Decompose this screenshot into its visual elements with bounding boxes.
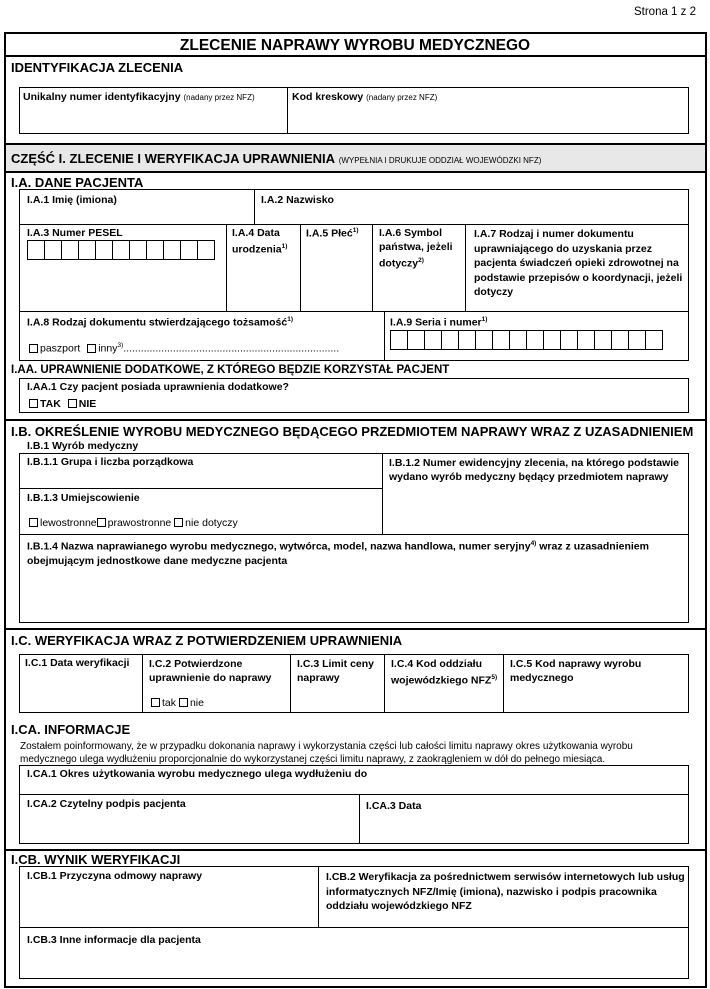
divider — [4, 55, 707, 57]
birth-date-field[interactable]: I.A.4 Data urodzenia$^{1)}$ — [232, 227, 288, 256]
divider — [4, 849, 707, 851]
insurance-doc-field[interactable]: I.A.7 Rodzaj i numer dokumentu uprawniającego do uzyskania przez pacjenta świadczeń opieki zdrowotnej na podstawie przepisów o koordynacji, jeżeli dotyczy — [474, 228, 683, 298]
info-heading: I.CA. INFORMACJE — [11, 722, 131, 737]
divider — [19, 794, 689, 795]
info-date-field[interactable]: I.CA.3 Data — [366, 800, 422, 812]
order-number-field[interactable]: I.B.1.2 Numer ewidencyjny zlecenia, na którego podstawie wydano wyrób medyczny będący przedmiotem naprawy — [389, 457, 680, 483]
series-input[interactable] — [390, 330, 662, 350]
confirmed-label: I.C.2 Potwierdzone uprawnienie do naprawy — [149, 658, 272, 684]
device-name-field[interactable]: I.B.1.4 Nazwa naprawianego wyrobu medycznego, wytwórca, model, nazwa handlowa, numer seryjny$^{4)}$ wraz z uzasadnieniem obejmującym jednostkowe dane medyczne pacjenta — [27, 540, 649, 567]
divider — [226, 224, 227, 312]
divider — [300, 224, 301, 312]
id-doc-label: I.A.8 Rodzaj dokumentu stwierdzającego tożsamość$^{1)}$ — [27, 316, 294, 329]
location-options: lewostronne prawostronne nie dotyczy — [29, 517, 238, 529]
pesel-label: I.A.3 Numer PESEL — [27, 227, 123, 239]
extend-field[interactable]: I.CA.1 Okres użytkowania wyrobu medycznego ulega wydłużeniu do — [27, 768, 368, 780]
gender-field[interactable]: I.A.5 Płeć$^{1)}$ — [306, 227, 359, 240]
na-checkbox[interactable] — [174, 518, 183, 527]
device-heading: I.B. OKREŚLENIE WYROBU MEDYCZNEGO BĘDĄCEGO PRZEDMIOTEM NAPRAWY WRAZ Z UZASADNIENIEM — [11, 424, 694, 439]
yes-checkbox[interactable] — [29, 399, 38, 408]
verification-heading: I.C. WERYFIKACJA WRAZ Z POTWIERDZENIEM UPRAWNIENIA — [11, 633, 403, 648]
divider — [4, 171, 707, 173]
no-checkbox[interactable] — [68, 399, 77, 408]
additional-options: TAK NIE — [29, 398, 96, 410]
divider — [142, 654, 143, 713]
country-field[interactable]: I.A.6 Symbol państwa, jeżeli dotyczy$^{2)}$ — [379, 227, 453, 270]
other-info-field[interactable]: I.CB.3 Inne informacje dla pacjenta — [27, 934, 201, 946]
web-verification-field[interactable]: I.CB.2 Weryfikacja za pośrednictwem serwisów internetowych lub usług informatycznych NFZ/Imię (imiona), nazwisko i podpis pracownika oddziału wojewódzkiego NFZ — [326, 871, 685, 912]
divider — [372, 224, 373, 312]
unique-id-field[interactable]: Unikalny numer identyfikacyjny (nadany przez NFZ) — [23, 91, 255, 103]
divider — [4, 419, 707, 421]
divider — [290, 654, 291, 713]
right-checkbox[interactable] — [97, 518, 106, 527]
divider — [4, 628, 707, 630]
confirmed-options: tak nie — [151, 697, 204, 709]
divider — [287, 87, 288, 134]
name-box — [19, 189, 689, 225]
divider — [384, 654, 385, 713]
divider — [465, 224, 466, 312]
series-label: I.A.9 Seria i numer$^{1)}$ — [390, 316, 488, 329]
identification-heading: IDENTYFIKACJA ZLECENIA — [11, 60, 184, 75]
divider — [382, 453, 383, 535]
divider — [318, 866, 319, 928]
divider — [19, 927, 689, 928]
last-name-field[interactable]: I.A.2 Nazwisko — [261, 194, 334, 206]
verification-date-field[interactable]: I.C.1 Data weryfikacji — [25, 657, 130, 669]
form-title: ZLECENIE NAPRAWY WYROBU MEDYCZNEGO — [179, 37, 531, 54]
page-number: Strona 1 z 2 — [633, 6, 696, 18]
result-heading: I.CB. WYNIK WERYFIKACJI — [11, 852, 181, 867]
repair-code-field[interactable]: I.C.5 Kod naprawy wyrobu medycznego — [510, 658, 642, 684]
signature-field[interactable]: I.CA.2 Czytelny podpis pacjenta — [27, 798, 186, 810]
divider — [503, 654, 504, 713]
location-label: I.B.1.3 Umiejscowienie — [27, 492, 140, 504]
confirmed-no-checkbox[interactable] — [179, 698, 188, 707]
info-text: Zostałem poinformowany, że w przypadku dokonania naprawy i wykorzystania części lub całości limitu naprawy okres użytkowania wyrobu medycznego ulega wydłużeniu proporcjonalnie do wykorzystanej części limitu naprawy, z zaokrągleniem w dół do pełnego miesiąca. — [20, 741, 633, 765]
confirmed-yes-checkbox[interactable] — [151, 698, 160, 707]
first-name-field[interactable]: I.A.1 Imię (imiona) — [27, 194, 117, 206]
group-field[interactable]: I.B.1.1 Grupa i liczba porządkowa — [27, 456, 194, 468]
barcode-field[interactable]: Kod kreskowy (nadany przez NFZ) — [292, 91, 438, 103]
divider — [19, 488, 383, 489]
pesel-input[interactable] — [27, 240, 214, 260]
divider — [19, 534, 689, 535]
other-checkbox[interactable] — [87, 344, 96, 353]
refusal-reason-field[interactable]: I.CB.1 Przyczyna odmowy naprawy — [27, 870, 203, 882]
branch-code-field[interactable]: I.C.4 Kod oddziału wojewódzkiego NFZ$^{5)}$ — [391, 658, 498, 687]
limit-field[interactable]: I.C.3 Limit ceny naprawy — [297, 658, 375, 684]
part1-heading: CZĘŚĆ I. ZLECENIE I WERYFIKACJA UPRAWNIENIA (WYPEŁNIA I DRUKUJE ODDZIAŁ WOJEWÓDZKI NFZ) — [11, 151, 542, 166]
patient-heading: I.A. DANE PACJENTA — [11, 175, 144, 190]
additional-heading: I.AA. UPRAWNIENIE DODATKOWE, Z KTÓREGO BĘDZIE KORZYSTAŁ PACJENT — [11, 364, 450, 376]
device-sub: I.B.1 Wyrób medyczny — [27, 440, 139, 452]
passport-checkbox[interactable] — [29, 344, 38, 353]
divider — [359, 794, 360, 844]
left-checkbox[interactable] — [29, 518, 38, 527]
id-doc-options: paszport inny$^{3)}$.......................................................................... — [29, 342, 339, 355]
additional-question: I.AA.1 Czy pacjent posiada uprawnienia dodatkowe? — [27, 381, 289, 393]
divider — [254, 189, 255, 225]
